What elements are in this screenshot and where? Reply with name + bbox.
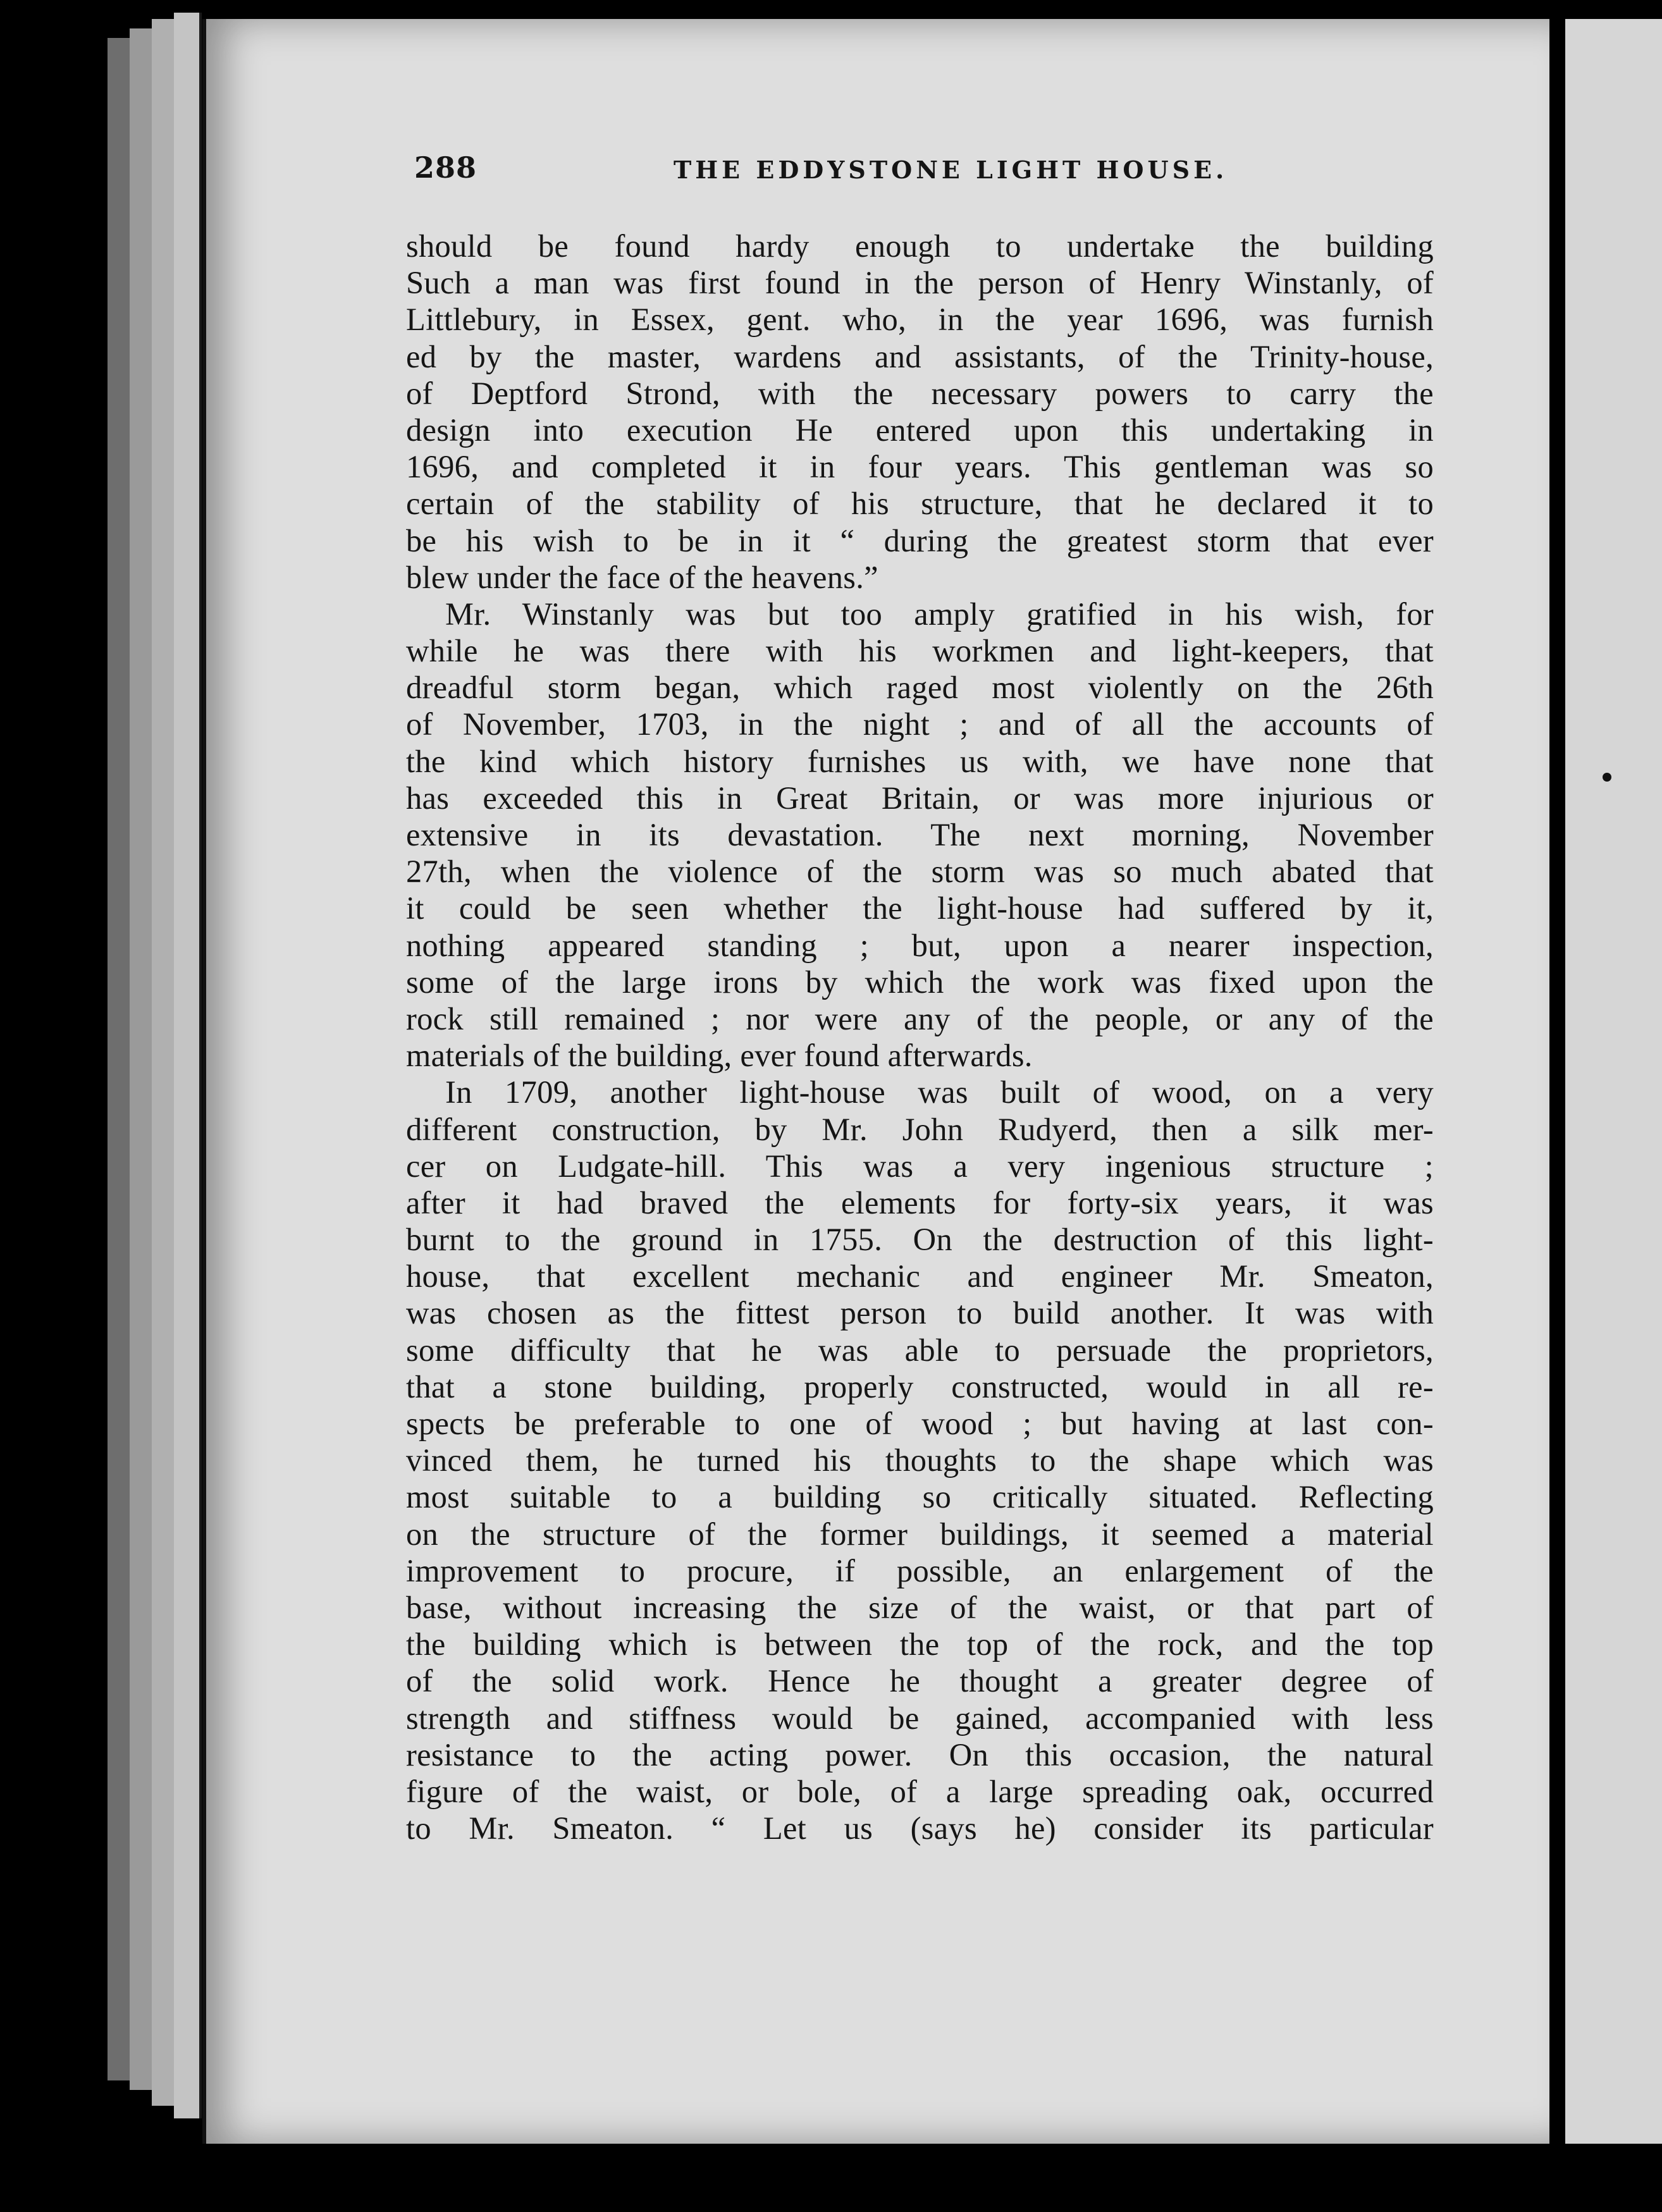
text-line: blew under the face of the heavens.” <box>406 559 878 595</box>
text-line: 1696, and completed it in four years. This gentleman was so <box>406 449 1434 485</box>
text-line: to Mr. Smeaton. “ Let us (says he) consider its particular <box>406 1810 1434 1846</box>
text-line: figure of the waist, or bole, of a large spreading oak, occurred <box>406 1773 1434 1809</box>
text-line: cer on Ludgate-hill. This was a very ingenious structure ; <box>406 1148 1434 1184</box>
text-line: after it had braved the elements for forty-six years, it was <box>406 1184 1434 1220</box>
body-text <box>406 228 1434 1846</box>
text-line: has exceeded this in Great Britain, or was more injurious or <box>406 780 1434 816</box>
text-line: it could be seen whether the light-house had suffered by it, <box>406 890 1434 926</box>
text-line: base, without increasing the size of the waist, or that part of <box>406 1589 1434 1625</box>
gutter <box>1549 0 1566 2212</box>
text-line: on the structure of the former buildings, it seemed a material <box>406 1516 1434 1552</box>
text-line: while he was there with his workmen and light-keepers, that <box>406 633 1434 669</box>
text-line: strength and stiffness would be gained, accompanied with less <box>406 1700 1434 1736</box>
text-line: some of the large irons by which the work was fixed upon the <box>406 964 1434 1000</box>
text-line: improvement to procure, if possible, an enlargement of the <box>406 1552 1434 1588</box>
text-line: dreadful storm began, which raged most violently on the 26th <box>406 670 1434 706</box>
text-line: some difficulty that he was able to persuade the proprietors, <box>406 1332 1434 1368</box>
text-line: 27th, when the violence of the storm was so much abated that <box>406 854 1434 890</box>
header-title: THE EDDYSTONE LIGHT HOUSE. <box>674 156 1228 184</box>
text-line: the building which is between the top of the rock, and the top <box>406 1626 1434 1662</box>
text-line: certain of the stability of his structure, that he declared it to <box>406 486 1434 522</box>
text-line: be his wish to be in it “ during the greatest storm that ever <box>406 522 1434 558</box>
text-line: Littlebury, in Essex, gent. who, in the year 1696, was furnish <box>406 302 1434 338</box>
text-line: extensive in its devastation. The next morning, November <box>406 817 1434 852</box>
text-line: burnt to the ground in 1755. On the destruction of this light- <box>406 1222 1434 1258</box>
text-line: nothing appeared standing ; but, upon a nearer inspection, <box>406 927 1434 963</box>
text-line: house, that excellent mechanic and engineer Mr. Smeaton, <box>406 1258 1434 1294</box>
text-line: of the solid work. Hence he thought a greater degree of <box>406 1663 1434 1699</box>
text-line: rock still remained ; nor were any of the people, or any of the <box>406 1000 1434 1036</box>
facing-page-edge <box>1565 19 1662 2144</box>
text-line: materials of the building, ever found afterwards. <box>406 1038 1033 1074</box>
text-line: spects be preferable to one of wood ; but having at last con- <box>406 1406 1434 1441</box>
text-line: ed by the master, wardens and assistants, of the Trinity-house, <box>406 338 1434 374</box>
text-line: resistance to the acting power. On this occasion, the natural <box>406 1736 1434 1773</box>
text-line: that a stone building, properly constructed, would in all re- <box>406 1368 1434 1404</box>
text-line: different construction, by Mr. John Rudyerd, then a silk mer- <box>406 1111 1434 1147</box>
page-edge <box>174 13 202 2118</box>
ink-speck <box>1603 773 1611 782</box>
page-number: 288 <box>414 151 477 185</box>
text-line: Mr. Winstanly was but too amply gratified in his wish, for <box>445 596 1434 632</box>
text-line: of Deptford Strond, with the necessary powers to carry the <box>406 375 1434 411</box>
text-line: was chosen as the fittest person to build another. It was with <box>406 1295 1434 1331</box>
text-line: should be found hardy enough to undertake the building <box>406 228 1434 264</box>
text-line: the kind which history furnishes us with, we have none that <box>406 743 1434 779</box>
running-head <box>414 151 1439 195</box>
text-line: In 1709, another light-house was built of wood, on a very <box>445 1074 1434 1110</box>
text-line: vinced them, he turned his thoughts to the shape which was <box>406 1442 1434 1478</box>
text-line: Such a man was first found in the person of Henry Winstanly, of <box>406 265 1434 301</box>
text-line: most suitable to a building so critically situated. Reflecting <box>406 1479 1434 1515</box>
text-line: of November, 1703, in the night ; and of all the accounts of <box>406 706 1434 742</box>
text-line: design into execution He entered upon this undertaking in <box>406 412 1434 448</box>
